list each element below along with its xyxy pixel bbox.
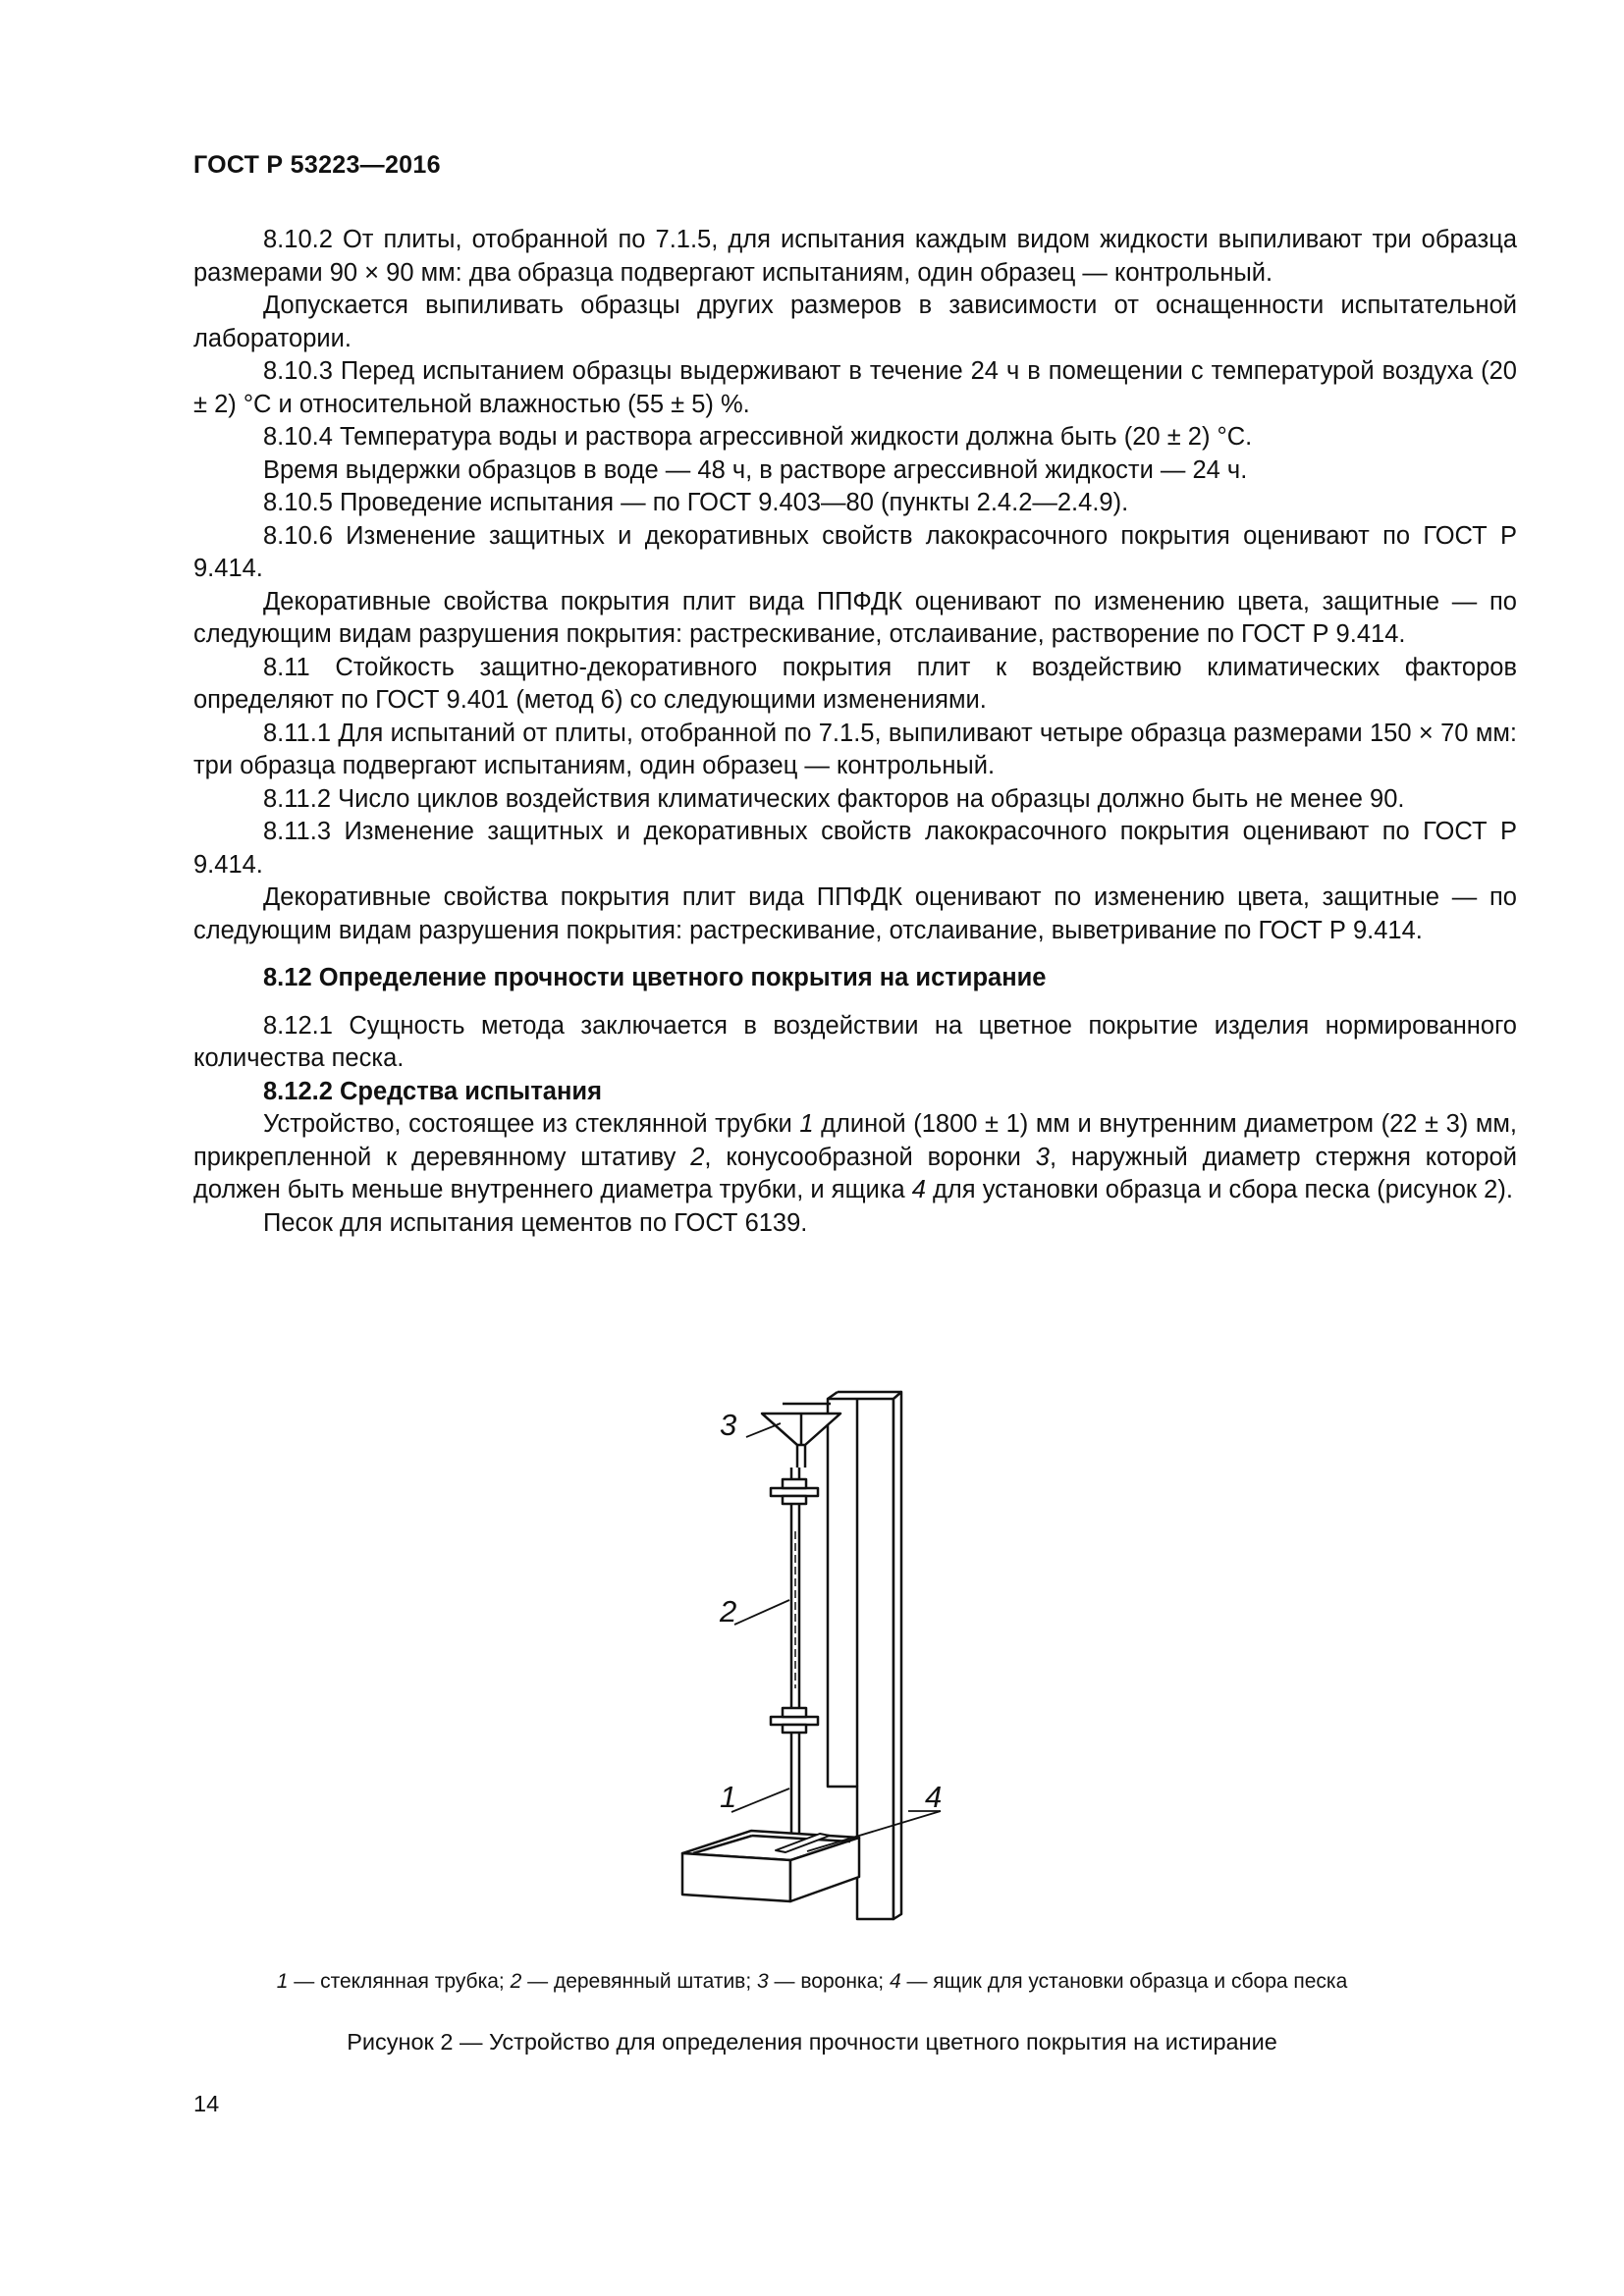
paragraph: 8.11.3 Изменение защитных и декоративных свойств лакокрасочного покрытия оценивают по ГОСТ Р 9.414. <box>193 818 1517 879</box>
leader-3 <box>746 1423 781 1437</box>
paragraph: 8.11.2 Число циклов воздействия климатических факторов на образцы должно быть не менее 90. <box>263 784 1405 813</box>
figure-legend: 1 — стеклянная трубка; 2 — деревянный штатив; 3 — воронка; 4 — ящик для установки образца и сбора песка <box>276 1970 1348 1993</box>
label-3: 3 <box>720 1408 737 1442</box>
stand-side <box>893 1392 901 1919</box>
paragraph: 8.12.1 Сущность метода заключается в воздействии на цветное покрытие изделия нормированного количества песка. <box>193 1011 1517 1072</box>
paragraph: 8.10.5 Проведение испытания — по ГОСТ 9.403—80 (пункты 2.4.2—2.4.9). <box>263 489 1129 516</box>
label-4: 4 <box>925 1780 943 1814</box>
paragraph: 8.11.1 Для испытаний от плиты, отобранной по 7.1.5, выпиливают четыре образца размерами 150 × 70 мм: три образца подвергают испытаниям, один образец — контрольный. <box>193 719 1517 779</box>
device-drawing <box>677 1384 962 1944</box>
paragraph: Декоративные свойства покрытия плит вида ППФДК оценивают по изменению цвета, защитные — по следующим видам разрушения покрытия: растрескивание, отслаивание, выветривание по ГОСТ Р 9.414. <box>193 883 1517 944</box>
section-heading: 8.12 Определение прочности цветного покрытия на истирание <box>263 964 1047 991</box>
paragraph: Время выдержки образцов в воде — 48 ч, в растворе агрессивной жидкости — 24 ч. <box>263 455 1248 484</box>
subsection-heading: 8.12.2 Средства испытания <box>263 1077 602 1105</box>
label-2: 2 <box>720 1594 737 1629</box>
device-paragraph: Устройство, состоящее из стеклянной трубки 1 длиной (1800 ± 1) мм и внутренним диаметром (22 ± 3) мм, прикрепленной к деревянному штативу 2, конусообразной воронки 3, наружный диаметр стержня которой должен быть меньше внутреннего диаметра трубки, и ящика 4 для установки образца и сбора песка (рисунок 2). <box>193 1110 1517 1203</box>
page-number: 14 <box>193 2091 220 2116</box>
document-header: ГОСТ Р 53223—2016 <box>193 151 441 179</box>
paragraph: 8.10.2 От плиты, отобранной по 7.1.5, для испытания каждым видом жидкости выпиливают три образца размерами 90 × 90 мм: два образца подвергают испытаниям, один образец — контрольный. <box>193 226 1517 287</box>
paragraph: Допускается выпиливать образцы других размеров в зависимости от оснащенности испытательной лаборатории. <box>193 292 1517 352</box>
figure-caption: Рисунок 2 — Устройство для определения прочности цветного покрытия на истирание <box>347 2029 1277 2055</box>
document-body <box>193 224 1517 1240</box>
sand-box-front <box>682 1853 790 1901</box>
paragraph: 8.10.4 Температура воды и раствора агрессивной жидкости должна быть (20 ± 2) °С. <box>263 423 1253 451</box>
paragraph: Декоративные свойства покрытия плит вида ППФДК оценивают по изменению цвета, защитные — по следующим видам разрушения покрытия: растрескивание, отслаивание, растворение по ГОСТ Р 9.414. <box>193 587 1517 648</box>
paragraph: 8.10.3 Перед испытанием образцы выдерживают в течение 24 ч в помещении с температурой воздуха (20 ± 2) °С и относительной влажностью (55 ± 5) %. <box>193 357 1517 418</box>
paragraph: 8.10.6 Изменение защитных и декоративных свойств лакокрасочного покрытия оценивают по ГОСТ Р 9.414. <box>193 521 1517 582</box>
leader-1 <box>731 1789 789 1812</box>
label-1: 1 <box>720 1780 737 1814</box>
paragraph: Песок для испытания цементов по ГОСТ 6139. <box>263 1208 808 1237</box>
leader-2 <box>734 1600 789 1625</box>
paragraph: 8.11 Стойкость защитно-декоративного покрытия плит к воздействию климатических факторов определяют по ГОСТ 9.401 (метод 6) со следующими изменениями. <box>193 653 1517 714</box>
